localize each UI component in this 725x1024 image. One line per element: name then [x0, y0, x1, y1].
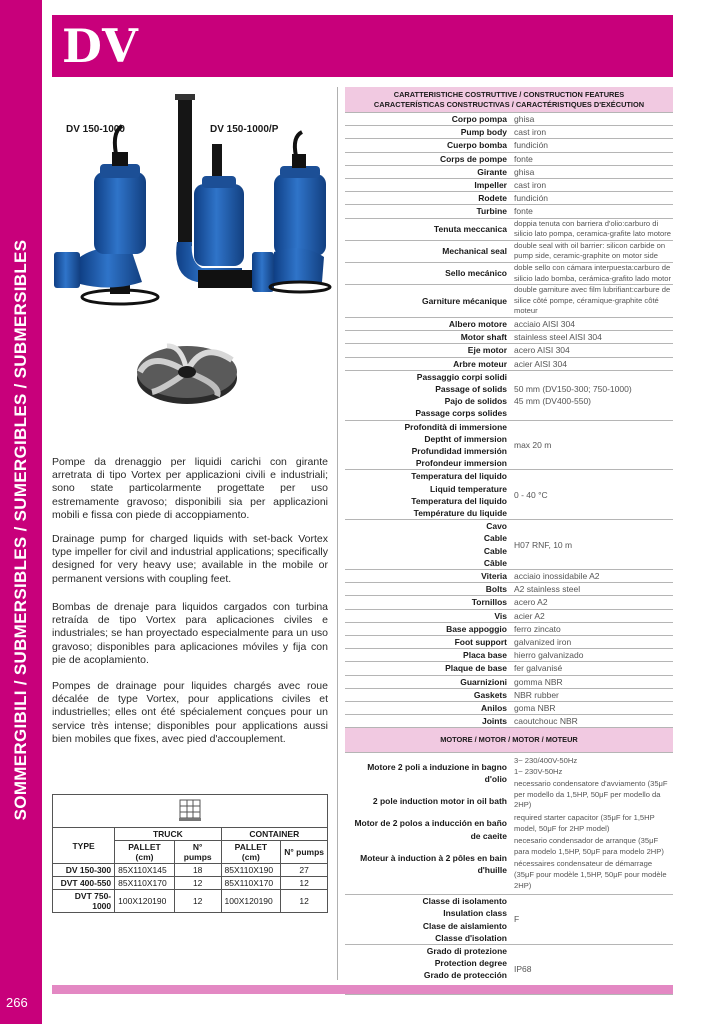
- spec-row: [345, 205, 673, 218]
- spec-text: Cable: [483, 545, 507, 556]
- spec-value: acero A2: [511, 596, 673, 609]
- spec-value: fer galvanisé: [511, 662, 673, 675]
- container-pallet-col: PALLET (cm): [221, 841, 281, 864]
- spec-text: Grado di protezione: [426, 945, 507, 956]
- spec-row: [345, 218, 673, 240]
- spec-value: fonte: [511, 205, 673, 218]
- spec-row: [345, 675, 673, 688]
- motor-labels: [345, 752, 511, 894]
- spec-row: [345, 583, 673, 596]
- spec-text: F: [514, 914, 520, 925]
- spec-text: IP68: [514, 964, 532, 975]
- spec-value: hierro galvanizado: [511, 649, 673, 662]
- spec-row: [345, 649, 673, 662]
- spec-row: [345, 344, 673, 357]
- spec-row: [345, 331, 673, 344]
- spec-row: [345, 609, 673, 622]
- spec-value: acciaio inossidabile A2: [511, 570, 673, 583]
- spec-value: cast iron: [511, 126, 673, 139]
- spec-group-values: [511, 895, 673, 945]
- side-category-text: SOMMERGIBILI / SUBMERSIBLES / SUMERGIBLES / SUBMERSIBLES: [11, 239, 30, 821]
- spec-value: A2 stainless steel: [511, 583, 673, 596]
- spec-label: Girante: [345, 165, 511, 178]
- spec-row: [345, 636, 673, 649]
- spec-row: [345, 357, 673, 370]
- spec-text: Cavo: [486, 521, 507, 532]
- spec-row: [345, 263, 673, 285]
- spec-value: acier A2: [511, 609, 673, 622]
- pump-illustration: [52, 92, 332, 312]
- pallet-container-header: CONTAINER: [221, 828, 327, 841]
- model-label-mobile: DV 150-1000: [66, 124, 125, 135]
- spec-text: max 20 m: [514, 439, 552, 450]
- spec-value: acciaio AISI 304: [511, 317, 673, 330]
- table-row: DVT 400-550 85X110X170 12 85X110X170 12: [53, 877, 328, 890]
- spec-text: Température du liquide: [413, 508, 507, 519]
- spec-label: Corps de pompe: [345, 152, 511, 165]
- motor-header: MOTORE / MOTOR / MOTOR / MOTEUR: [345, 728, 673, 753]
- spec-text: 3~ 230/400V-50Hz: [514, 755, 578, 765]
- spec-text: 50 mm (DV150-300; 750-1000): [514, 383, 632, 394]
- spec-label: Rodete: [345, 192, 511, 205]
- description-english: Drainage pump for charged liquids with set-back Vortex type impeller for civil and industrial applications; specifically designed for very heavy use; available in the mobile or permanent versions with coupling feet.: [52, 533, 328, 585]
- spec-text: Profundidad immersión: [411, 446, 507, 456]
- spec-label: Bolts: [345, 583, 511, 596]
- spec-label: Gaskets: [345, 688, 511, 701]
- spec-value: gomma NBR: [511, 675, 673, 688]
- motor-row: [345, 752, 673, 894]
- spec-text: Pajo de solidos: [444, 396, 507, 407]
- spec-text: Cable: [483, 533, 507, 544]
- spec-row: [345, 662, 673, 675]
- pallet-type-header: TYPE: [53, 828, 115, 864]
- bottom-bar: [52, 985, 673, 994]
- spec-label: Placa base: [345, 649, 511, 662]
- spec-text: Passage of solids: [435, 383, 507, 394]
- spec-text: H07 RNF, 10 m: [514, 539, 573, 550]
- spec-row: [345, 240, 673, 262]
- title-band: [52, 15, 673, 77]
- spec-row: [345, 715, 673, 728]
- spec-row: [345, 192, 673, 205]
- spec-label: Garniture mécanique: [345, 285, 511, 318]
- spec-label: Foot support: [345, 636, 511, 649]
- spec-row: [345, 113, 673, 126]
- spec-text: Temperatura del liquido: [411, 495, 507, 506]
- spec-text: Clase de aislamiento: [422, 920, 507, 931]
- page-title: DV: [62, 19, 139, 73]
- spec-value: doble sello con cámara interpuesta:carburo de silicio lado bomba, cerámica-grafito lado motor: [511, 263, 673, 285]
- spec-value: fundición: [511, 192, 673, 205]
- spec-label: Albero motore: [345, 317, 511, 330]
- spec-value: ghisa: [511, 165, 673, 178]
- spec-label: Joints: [345, 715, 511, 728]
- spec-row: [345, 139, 673, 152]
- spec-text: Profondeur immersion: [415, 458, 507, 469]
- spec-value: fundición: [511, 139, 673, 152]
- impeller-illustration: [132, 330, 242, 410]
- spec-value: double garniture avec film lubrifiant:carbure de silice côté pompe, céramique-graphite côté moteur: [511, 285, 673, 318]
- spec-text: 1~ 230V-50Hz: [514, 766, 563, 776]
- spec-label: Pump body: [345, 126, 511, 139]
- spec-group-values: [511, 520, 673, 570]
- spec-row: [345, 688, 673, 701]
- spec-text: Classe d'isolation: [435, 932, 507, 943]
- spec-text: Passage corps solides: [415, 408, 507, 419]
- motor-header-row: [345, 728, 673, 753]
- spec-value: ferro zincato: [511, 622, 673, 635]
- spec-label: Turbine: [345, 205, 511, 218]
- spec-row: [345, 179, 673, 192]
- spec-value: goma NBR: [511, 702, 673, 715]
- spec-value: acero AISI 304: [511, 344, 673, 357]
- spec-row: [345, 702, 673, 715]
- spec-value: ghisa: [511, 113, 673, 126]
- spec-text: Motor de 2 polos a inducción en baño de caeite: [354, 818, 507, 841]
- spec-text: Profondità di immersione: [404, 421, 507, 432]
- spec-label: Eje motor: [345, 344, 511, 357]
- spec-text: 45 mm (DV400-550): [514, 396, 592, 407]
- spec-label: Anilos: [345, 702, 511, 715]
- spec-group-labels: [345, 370, 511, 420]
- side-band: [0, 0, 42, 1024]
- specs-table: [345, 87, 673, 995]
- spec-label: Motor shaft: [345, 331, 511, 344]
- spec-group-row: [345, 470, 673, 520]
- description-french: Pompes de drainage pour liquides chargés avec roue décalée de type Vortex, pour applications civiles et industrielles; elles ont été spécialement conçues pour un service très intense; disponibles pour applications aussi bien mobiles que fixes, avec pied d'accouplement.: [52, 680, 328, 745]
- spec-row: [345, 596, 673, 609]
- spec-text: Motore 2 poli a induzione in bagno d'olio: [367, 761, 507, 785]
- spec-text: Insulation class: [443, 908, 507, 919]
- spec-value: NBR rubber: [511, 688, 673, 701]
- spec-text: Grado de protección: [423, 970, 507, 981]
- pallet-table: [52, 794, 328, 913]
- spec-label: Corpo pompa: [345, 113, 511, 126]
- description-italian: Pompe da drenaggio per liquidi carichi con girante arretrata di tipo Vortex per applicazioni civili e industriali; sono state particolarmente progettate per uso estremamente gravoso; disponibili sia per applicazioni mobili e fissa con piede di accoppiamento.: [52, 456, 328, 521]
- spec-group-labels: [345, 520, 511, 570]
- spec-label: Vis: [345, 609, 511, 622]
- spec-label: Tenuta meccanica: [345, 218, 511, 240]
- spec-value: galvanized iron: [511, 636, 673, 649]
- spec-text: Protection degree: [434, 958, 507, 969]
- spec-label: Mechanical seal: [345, 240, 511, 262]
- spec-text: Câble: [483, 557, 507, 568]
- spec-row: [345, 126, 673, 139]
- spec-text: required starter capacitor (35μF for 1,5HP model, 50μF for 2HP model): [514, 812, 655, 833]
- spec-group-labels: [345, 420, 511, 470]
- spec-group-values: [511, 470, 673, 520]
- spec-label: Cuerpo bomba: [345, 139, 511, 152]
- spec-group-row: [345, 520, 673, 570]
- spec-text: 2 pole induction motor in oil bath: [372, 796, 507, 807]
- truck-pumps-col: N° pumps: [174, 841, 221, 864]
- table-row: DVT 750-1000 100X120190 12 100X120190 12: [53, 890, 328, 913]
- spec-row: [345, 622, 673, 635]
- spec-label: Plaque de base: [345, 662, 511, 675]
- spec-text: Classe di isolamento: [422, 896, 507, 907]
- spec-value: stainless steel AISI 304: [511, 331, 673, 344]
- spec-group-row: [345, 370, 673, 420]
- spec-label: Sello mecánico: [345, 263, 511, 285]
- truck-pallet-col: PALLET (cm): [115, 841, 175, 864]
- spec-text: Moteur à induction à 2 pôles en bain d'huille: [360, 852, 507, 876]
- table-row: DV 150-300 85X110X145 18 85X110X190 27: [53, 864, 328, 877]
- motor-values: [511, 752, 673, 894]
- spec-text: Deptht of immersion: [424, 433, 507, 444]
- spec-group-values: [511, 370, 673, 420]
- spec-label: Tornillos: [345, 596, 511, 609]
- spec-label: Base appoggio: [345, 622, 511, 635]
- container-pumps-col: N° pumps: [281, 841, 328, 864]
- page-number: 266: [6, 995, 28, 1010]
- spec-value: acier AISI 304: [511, 357, 673, 370]
- spec-row: [345, 152, 673, 165]
- spec-value: fonte: [511, 152, 673, 165]
- spec-group-labels: [345, 470, 511, 520]
- spec-value: double seal with oil barrier: silicon carbide on pump side, ceramic-graphite on motor side: [511, 240, 673, 262]
- spec-text: necesario condensador de arranque (35μF para modelo 1,5HP, 50μF para modelo 2HP): [514, 836, 664, 856]
- spec-label: Viteria: [345, 570, 511, 583]
- spec-value: cast iron: [511, 179, 673, 192]
- pallet-box-icon: [177, 797, 203, 823]
- model-label-fixed: DV 150-1000/P: [210, 124, 279, 135]
- spec-row: [345, 165, 673, 178]
- spec-text: Temperatura del liquido: [411, 471, 507, 482]
- spec-text: nécessaires condensateur de démarrage (35μF pour modèle 1,5HP, 50μF pour modèle 2HP): [514, 859, 667, 890]
- spec-label: Arbre moteur: [345, 357, 511, 370]
- spec-value: doppia tenuta con barriera d'olio:carburo di silicio lato pompa, ceramica-grafite lato motore: [511, 218, 673, 240]
- spec-text: Liquid temperature: [430, 483, 507, 494]
- spec-text: 0 - 40 °C: [514, 489, 548, 500]
- spec-group-labels: [345, 895, 511, 945]
- spec-row: [345, 285, 673, 318]
- pallet-icon-cell: [53, 795, 328, 828]
- spec-text: Passaggio corpi solidi: [416, 371, 507, 382]
- spec-label: Guarnizioni: [345, 675, 511, 688]
- column-divider: [337, 87, 338, 980]
- spec-value: caoutchouc NBR: [511, 715, 673, 728]
- spec-label: Impeller: [345, 179, 511, 192]
- spec-group-values: [511, 420, 673, 470]
- construction-header: CARATTERISTICHE COSTRUTTIVE / CONSTRUCTION FEATURES CARACTERÍSTICAS CONSTRUCTIVAS / CARACTÉRISTIQUES D'EXÉCUTION: [345, 87, 673, 113]
- spec-group-row: [345, 895, 673, 945]
- pallet-truck-header: TRUCK: [115, 828, 221, 841]
- description-spanish: Bombas de drenaje para liquidos cargados con turbina retraída de tipo Vortex para aplicaciones civiles e industriales; se han proyectado especialmente para un uso gravoso; disponibles para aplicaciones móviles y fija con pie de acoplamiento.: [52, 601, 328, 666]
- spec-row: [345, 570, 673, 583]
- spec-group-row: [345, 420, 673, 470]
- spec-row: [345, 317, 673, 330]
- spec-text: necessario condensatore d'avviamento (35μF per modello da 1,5HP, 50μF per modello da 2HP): [514, 779, 668, 810]
